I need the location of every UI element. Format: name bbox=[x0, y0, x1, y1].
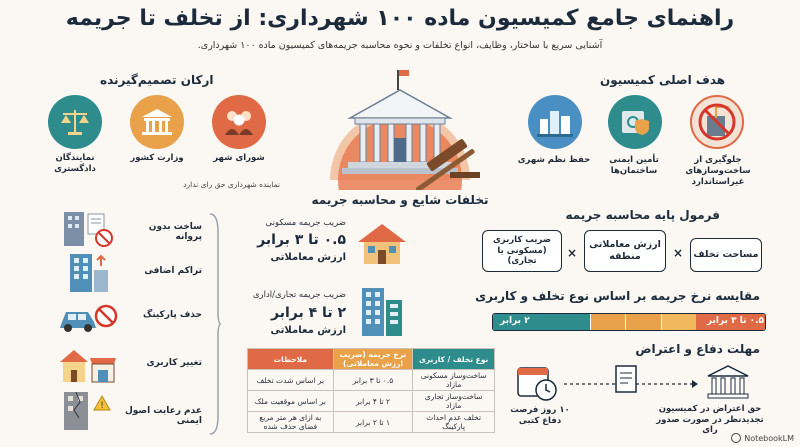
city-icon bbox=[528, 95, 582, 149]
comparison-title: مقایسه نرخ جریمه بر اساس نوع تخلف و کاربری bbox=[475, 289, 760, 303]
table-cell: ۰.۵ تا ۳ برابر bbox=[333, 370, 413, 391]
bracket-divider bbox=[208, 212, 222, 436]
rate-residential-caption: ضریب جریمه مسکونی bbox=[265, 218, 346, 228]
unsafe-building-icon bbox=[60, 388, 116, 436]
calendar-clock-icon bbox=[516, 362, 560, 406]
goals-title: هدف اصلی کمیسیون bbox=[600, 73, 726, 87]
table-header-notes: ملاحظات bbox=[248, 349, 334, 370]
rate-residential-value: ۰.۵ تا ۳ برابر bbox=[257, 232, 346, 248]
notebook-icon bbox=[731, 433, 741, 443]
rate-commercial-sub: ارزش معاملاتی bbox=[270, 325, 346, 336]
table-row bbox=[248, 370, 495, 391]
table-row bbox=[248, 412, 495, 433]
goal-label-safety: تأمین ایمنی ساختمان‌ها bbox=[609, 155, 659, 177]
table-cell: به ازای هر متر مربع فضای حذف شده bbox=[248, 412, 334, 433]
rate-residential-sub: ارزش معاملاتی bbox=[270, 252, 346, 263]
court-icon bbox=[706, 364, 750, 406]
table-cell: تخلف عدم احداث پارکینگ bbox=[413, 412, 495, 433]
formula-usage-coefficient: ضریب کاربری (مسکونی یا تجاری) bbox=[482, 230, 562, 272]
goal-label-prevent: جلوگیری از ساخت‌وسازهای غیراستاندارد bbox=[685, 155, 751, 188]
safe-shield-icon bbox=[608, 95, 662, 149]
scales-icon bbox=[48, 95, 102, 149]
table-cell: ۲ تا ۴ برابر bbox=[333, 391, 413, 412]
table-header-rate: نرخ جریمه (ضریب ارزش معاملاتی) bbox=[333, 349, 413, 370]
house-icon bbox=[356, 222, 408, 270]
table-cell: بر اساس شدت تخلف bbox=[248, 370, 334, 391]
comparison-segment-amber bbox=[590, 314, 625, 330]
violation-usage-change: تغییر کاربری bbox=[146, 358, 202, 368]
pillar-label-judiciary: نمایندگان دادگستری bbox=[54, 153, 96, 175]
no-construction-icon bbox=[690, 95, 744, 149]
courthouse-illustration bbox=[300, 60, 500, 190]
government-building-icon bbox=[130, 95, 184, 149]
document-icon bbox=[614, 364, 640, 400]
appeal-title: مهلت دفاع و اعتراض bbox=[635, 342, 760, 356]
table-cell: ساخت‌وساز تجاری مازاد bbox=[413, 391, 495, 412]
appeal-step-defense: ۱۰ روز فرصت دفاع کتبی bbox=[510, 405, 570, 426]
penalty-table bbox=[247, 348, 495, 433]
page-title: راهنمای جامع کمیسیون ماده ۱۰۰ شهرداری: از تخلف تا جریمه bbox=[65, 6, 735, 31]
appeal-step-review: حق اعتراض در کمیسیون تجدیدنظر در صورت صدور رای bbox=[656, 404, 764, 436]
people-icon bbox=[212, 95, 266, 149]
pillar-label-interior-ministry: وزارت کشور bbox=[130, 153, 184, 163]
table-cell: بر اساس موقعیت ملک bbox=[248, 391, 334, 412]
rate-commercial-value: ۲ تا ۴ برابر bbox=[271, 305, 346, 321]
brand-logo bbox=[731, 433, 794, 443]
violation-extra-density: تراکم اضافی bbox=[144, 266, 202, 276]
shop-house-icon bbox=[58, 344, 118, 388]
no-parking-car-icon bbox=[58, 298, 118, 338]
violation-parking-removal: حذف پارکینگ bbox=[142, 310, 202, 320]
pillar-label-city-council: شورای شهر bbox=[213, 153, 265, 163]
table-cell: ۱ تا ۲ برابر bbox=[333, 412, 413, 433]
table-header-type: نوع تخلف / کاربری bbox=[413, 349, 495, 370]
tall-building-icon bbox=[64, 252, 114, 298]
office-building-icon bbox=[356, 286, 406, 342]
comparison-segment-amber bbox=[625, 314, 660, 330]
formula-times-1: × bbox=[673, 246, 684, 260]
comparison-left-label: ۲ برابر bbox=[500, 316, 530, 326]
formula-area: مساحت تخلف bbox=[690, 238, 762, 272]
formula-times-2: × bbox=[567, 246, 578, 260]
formula-title: فرمول پایه محاسبه جریمه bbox=[565, 208, 720, 222]
center-title: تخلفات شایع و محاسبه جریمه bbox=[311, 193, 489, 207]
svg-text:!: ! bbox=[100, 401, 104, 411]
no-permit-building-icon bbox=[60, 208, 116, 252]
formula-transaction-value: ارزش معاملاتی منطقه bbox=[584, 230, 666, 272]
rate-commercial-caption: ضریب جریمه تجاری/اداری bbox=[252, 290, 346, 300]
comparison-right-label: ۰.۵ تا ۳ برابر bbox=[706, 316, 764, 326]
violation-no-permit: ساخت بدون پروانه bbox=[148, 222, 202, 242]
brand-label: NotebookLM bbox=[744, 433, 794, 443]
violation-safety: عدم رعایت اصول ایمنی bbox=[124, 406, 202, 426]
pillars-note: نماینده شهرداری حق رای ندارد bbox=[183, 180, 280, 189]
goal-label-order: حفظ نظم شهری bbox=[517, 155, 591, 165]
pillars-title: ارکان تصمیم‌گیرنده bbox=[100, 73, 214, 87]
table-row bbox=[248, 391, 495, 412]
page-subtitle: آشنایی سریع با ساختار، وظایف، انواع تخلفات و نحوه محاسبه جریمه‌های کمیسیون ماده ۱۰۰ شهرداری. bbox=[197, 40, 603, 51]
table-cell: ساخت‌وساز مسکونی مازاد bbox=[413, 370, 495, 391]
